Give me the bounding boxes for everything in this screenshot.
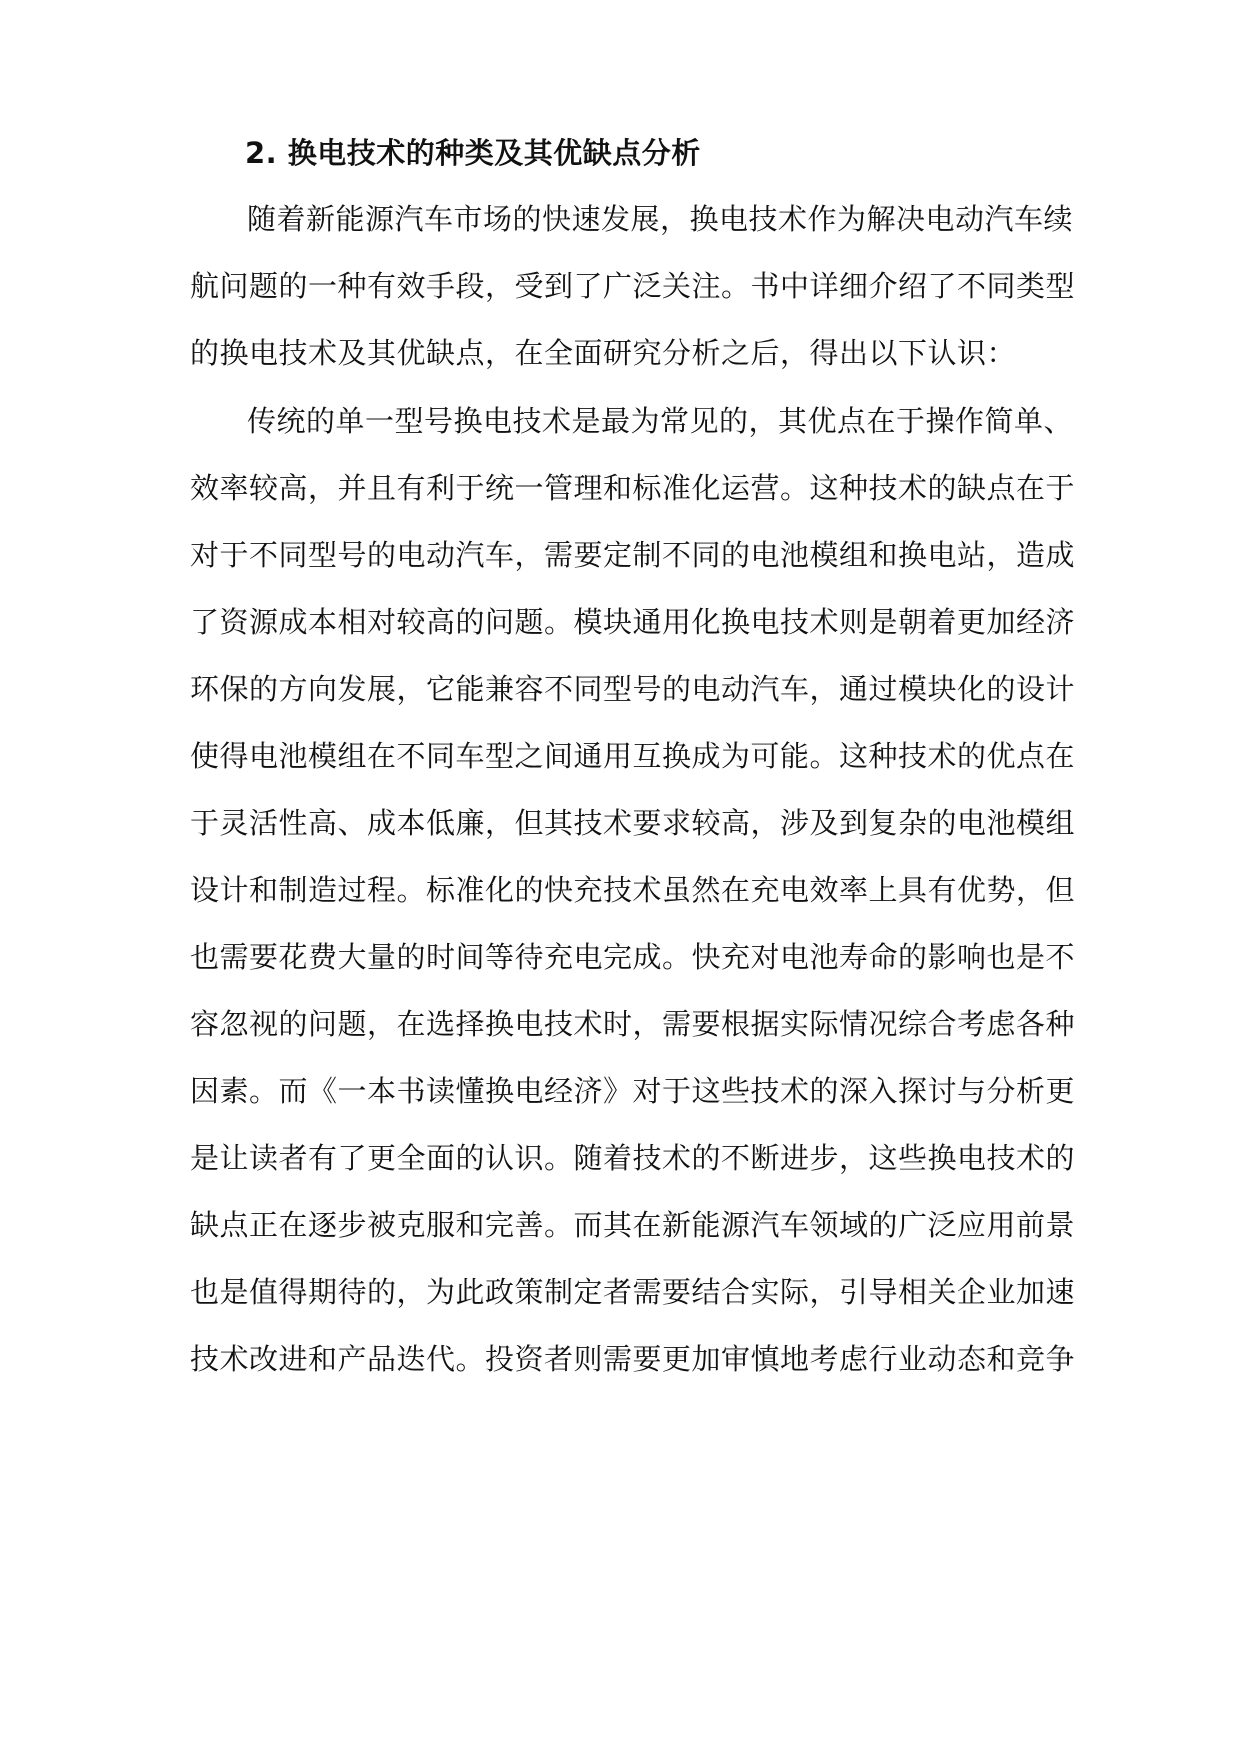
text-line: 对于不同型号的电动汽车，需要定制不同的电池模组和换电站，造成 <box>190 538 1076 572</box>
text-line: 环保的方向发展，它能兼容不同型号的电动汽车，通过模块化的设计 <box>190 672 1076 706</box>
text-line: 技术改进和产品迭代。投资者则需要更加审慎地考虑行业动态和竞争 <box>190 1342 1076 1376</box>
text-line: 容忽视的问题，在选择换电技术时，需要根据实际情况综合考虑各种 <box>190 1007 1076 1041</box>
text-line: 于灵活性高、成本低廉，但其技术要求较高，涉及到复杂的电池模组 <box>190 806 1076 840</box>
text-line: 了资源成本相对较高的问题。模块通用化换电技术则是朝着更加经济 <box>190 605 1076 639</box>
text-line: 也是值得期待的，为此政策制定者需要结合实际，引导相关企业加速 <box>190 1275 1076 1309</box>
text-line: 设计和制造过程。标准化的快充技术虽然在充电效率上具有优势，但 <box>190 873 1076 907</box>
text-line: 随着新能源汽车市场的快速发展，换电技术作为解决电动汽车续 <box>247 202 1074 236</box>
text-line: 传统的单一型号换电技术是最为常见的，其优点在于操作简单、 <box>247 404 1074 438</box>
text-line: 使得电池模组在不同车型之间通用互换成为可能。这种技术的优点在 <box>190 739 1076 773</box>
text-line: 效率较高，并且有利于统一管理和标准化运营。这种技术的缺点在于 <box>190 471 1076 505</box>
text-line: 的换电技术及其优缺点，在全面研究分析之后，得出以下认识： <box>190 336 1017 370</box>
text-line: 也需要花费大量的时间等待充电完成。快充对电池寿命的影响也是不 <box>190 940 1076 974</box>
text-line: 因素。而《一本书读懂换电经济》对于这些技术的深入探讨与分析更 <box>190 1074 1076 1108</box>
text-line: 是让读者有了更全面的认识。随着技术的不断进步，这些换电技术的 <box>190 1141 1076 1175</box>
text-line: 航问题的一种有效手段，受到了广泛关注。书中详细介绍了不同类型 <box>190 269 1076 303</box>
section-heading: 2. 换电技术的种类及其优缺点分析 <box>245 136 701 170</box>
text-line: 缺点正在逐步被克服和完善。而其在新能源汽车领域的广泛应用前景 <box>190 1208 1076 1242</box>
